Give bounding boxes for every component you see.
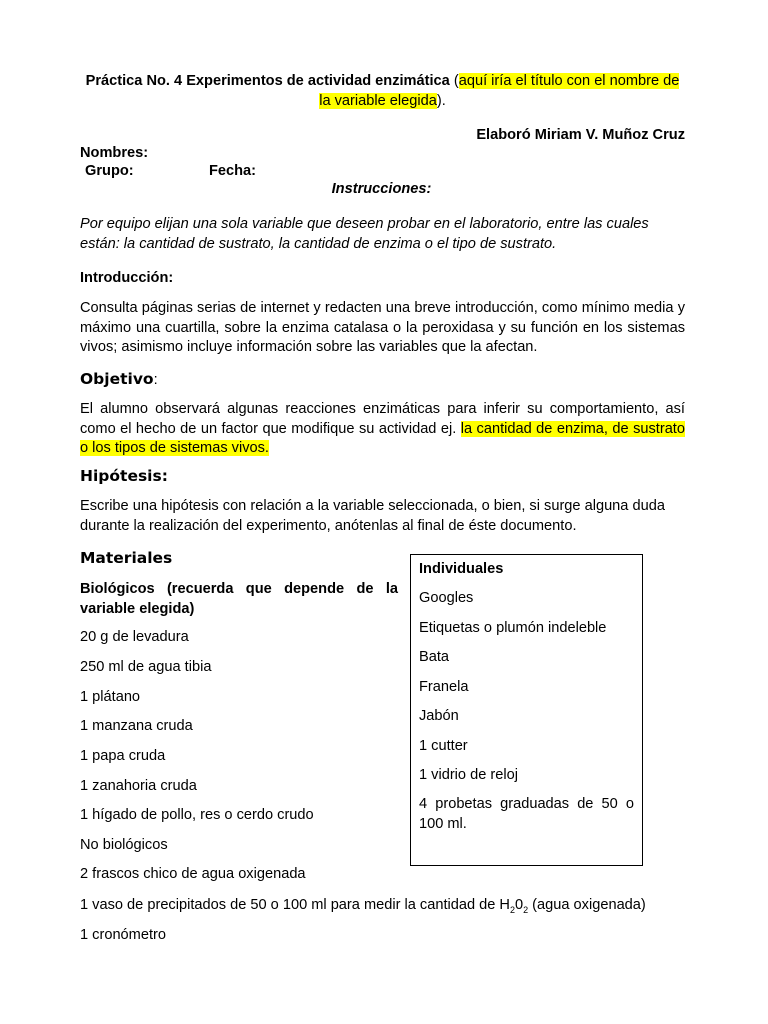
objective-colon: : — [153, 372, 158, 388]
group-label: Grupo: — [85, 163, 134, 179]
non-biological-heading: No biológicos — [80, 837, 168, 853]
objective-text — [80, 400, 685, 459]
list-item: 1 zanahoria cruda — [80, 778, 197, 794]
title-paren-open: ( — [449, 73, 459, 89]
list-item: 1 hígado de pollo, res o cerdo crudo — [80, 807, 314, 823]
subscript: 2 — [523, 904, 529, 915]
title-paren-close: ). — [436, 92, 446, 109]
document-title — [80, 72, 685, 111]
names-label: Nombres: — [80, 145, 149, 161]
list-item: 1 cutter — [419, 738, 468, 754]
list-item: 1 cronómetro — [80, 927, 166, 943]
list-item: 1 plátano — [80, 689, 141, 705]
objective-heading — [80, 370, 158, 388]
objective-highlight: la cantidad de enzima, de sustrato o los tipos de sistemas vivos. — [80, 420, 685, 456]
instructions-text: Por equipo elijan una sola variable que deseen probar en el laboratorio, entre las cuales están: la cantidad de sustrato, la cantidad de enzima o el tipo de sustrato. — [80, 216, 649, 252]
title-highlight: aquí iría el título con el nombre de la variable elegida — [319, 73, 680, 109]
list-item: Jabón — [419, 708, 459, 724]
list-item: Googles — [419, 590, 474, 606]
individual-materials-box — [410, 554, 643, 866]
beaker-suffix: (agua oxigenada) — [528, 897, 646, 913]
title-main: Práctica No. 4 Experimentos de actividad enzimática — [85, 73, 450, 89]
hypothesis-heading: Hipótesis: — [80, 467, 168, 485]
list-item: Franela — [419, 679, 469, 695]
list-item: 1 manzana cruda — [80, 718, 193, 734]
objective-body: El alumno observará algunas reacciones enzimáticas para inferir su comportamiento, así como el hecho de un factor que modifique su actividad ej. — [80, 401, 685, 437]
author-line: Elaboró Miriam V. Muñoz Cruz — [476, 127, 685, 143]
beaker-item — [80, 897, 646, 915]
materials-heading: Materiales — [80, 549, 173, 567]
intro-text: Consulta páginas serias de internet y redacten una breve introducción, como mínimo media y máximo una cuartilla, sobre la enzima catalasa o la peroxidasa y su función en los sistemas vivos; asimismo incluye información sobre las variables que la afectan. — [80, 300, 685, 355]
list-item: Bata — [419, 649, 450, 665]
list-item: 20 g de levadura — [80, 629, 189, 645]
list-item: 1 papa cruda — [80, 748, 166, 764]
instructions-heading: Instrucciones: — [331, 181, 432, 197]
subscript: 2 — [509, 904, 515, 915]
beaker-text: 1 vaso de precipitados de 50 o 100 ml para medir la cantidad de H — [80, 897, 510, 913]
list-item: 2 frascos chico de agua oxigenada — [80, 866, 306, 882]
individual-heading: Individuales — [419, 561, 504, 577]
biological-heading: Biológicos (recuerda que depende de la variable elegida) — [80, 581, 398, 617]
hypothesis-text: Escribe una hipótesis con relación a la variable seleccionada, o bien, si surge alguna duda durante la realización del experimento, anótenlas al final de éste documento. — [80, 498, 665, 534]
list-item: Etiquetas o plumón indeleble — [419, 620, 607, 636]
list-item: 250 ml de agua tibia — [80, 659, 212, 675]
list-item: 4 probetas graduadas de 50 o 100 ml. — [419, 796, 634, 832]
list-item: 1 vidrio de reloj — [419, 767, 518, 783]
beaker-oxygen: 0 — [514, 897, 524, 913]
intro-heading: Introducción: — [80, 270, 174, 286]
date-label: Fecha: — [209, 163, 257, 179]
objective-heading-text: Objetivo — [80, 370, 154, 388]
